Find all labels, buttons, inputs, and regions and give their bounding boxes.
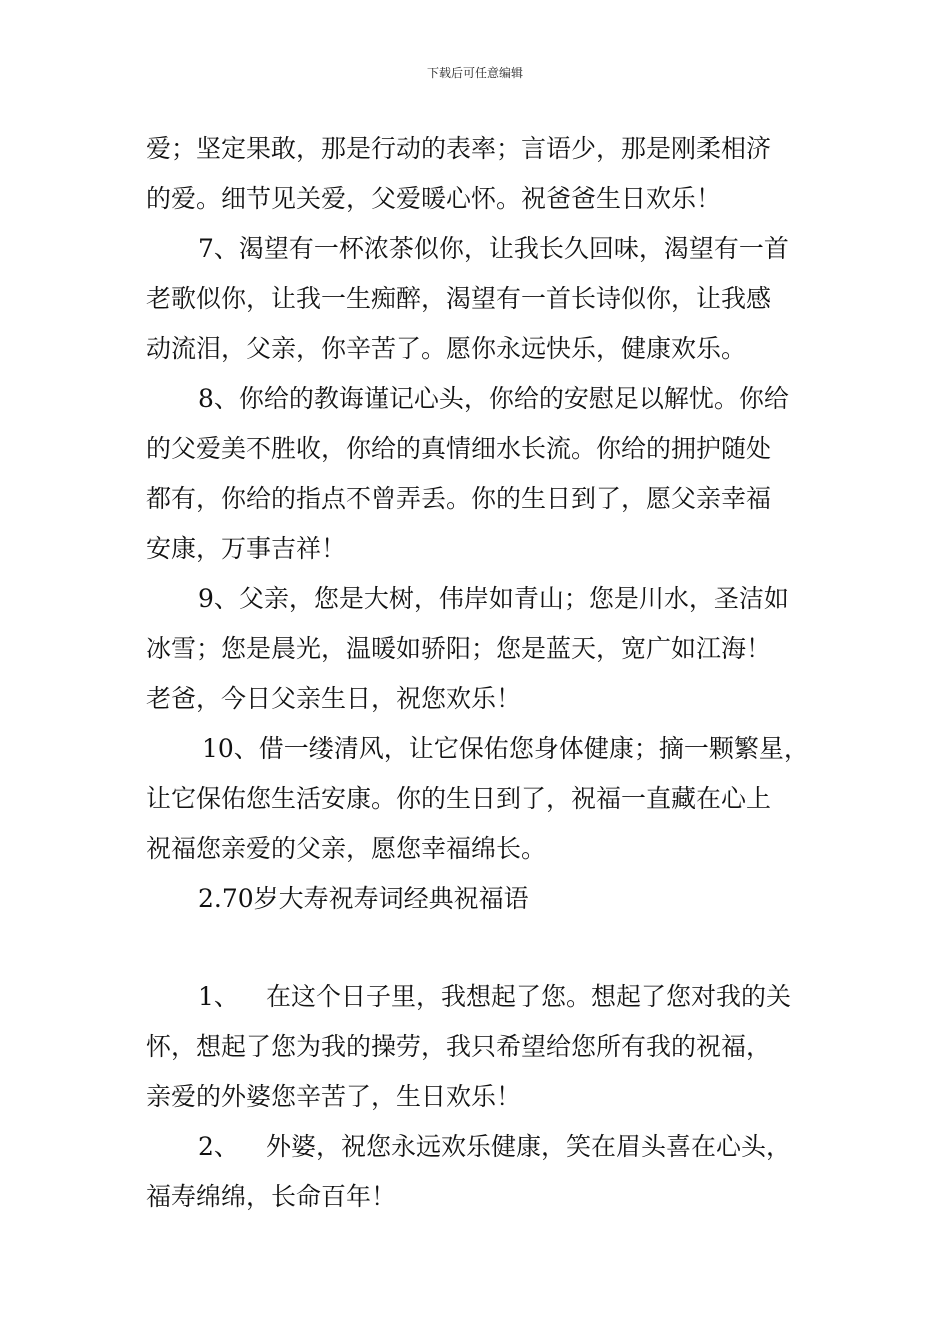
list-text: 在这个日子里，我想起了您。想起了您对我的关 [266, 982, 792, 1011]
paragraph-line: 让它保佑您生活安康。你的生日到了，祝福一直藏在心上 [146, 784, 772, 813]
list-number: 1、 [198, 982, 239, 1011]
document-body [146, 124, 816, 1222]
paragraph-line: 安康，万事吉祥！ [146, 534, 347, 563]
list-item-7-line: 7、渴望有一杯浓茶似你，让我长久回味，渴望有一首 [198, 234, 789, 263]
list-item-10-line: 10、借一缕清风，让它保佑您身体健康；摘一颗繁星， [202, 734, 809, 763]
paragraph-line: 老爸，今日父亲生日，祝您欢乐！ [146, 684, 522, 713]
list-item-2-line [146, 1122, 816, 1172]
paragraph-line: 冰雪；您是晨光，温暖如骄阳；您是蓝天，宽广如江海！ [146, 634, 772, 663]
list-item-8-line: 8、你给的教诲谨记心头，你给的安慰足以解忧。你给 [198, 384, 789, 413]
paragraph-line: 祝福您亲爱的父亲，愿您幸福绵长。 [146, 834, 547, 863]
section-heading: 2.70岁大寿祝寿词经典祝福语 [198, 884, 529, 913]
list-number: 2、 [198, 1132, 239, 1161]
paragraph-line: 福寿绵绵，长命百年！ [146, 1182, 397, 1211]
paragraph-line: 亲爱的外婆您辛苦了，生日欢乐！ [146, 1082, 522, 1111]
section-spacer [146, 924, 816, 972]
list-item-1-line [146, 972, 816, 1022]
paragraph-line: 怀，想起了您为我的操劳，我只希望给您所有我的祝福， [146, 1032, 772, 1061]
paragraph-line: 老歌似你，让我一生痴醉，渴望有一首长诗似你，让我感 [146, 284, 772, 313]
paragraph-line: 都有，你给的指点不曾弄丢。你的生日到了，愿父亲幸福 [146, 484, 772, 513]
list-text: 外婆，祝您永远欢乐健康，笑在眉头喜在心头， [266, 1132, 792, 1161]
paragraph-line: 动流泪，父亲，你辛苦了。愿你永远快乐，健康欢乐。 [146, 334, 747, 363]
list-item-9-line: 9、父亲，您是大树，伟岸如青山；您是川水，圣洁如 [198, 584, 789, 613]
page-header: 下载后可任意编辑 [426, 66, 523, 80]
paragraph-line: 爱；坚定果敢，那是行动的表率；言语少，那是刚柔相济 [146, 134, 772, 163]
paragraph-line: 的父爱美不胜收，你给的真情细水长流。你给的拥护随处 [146, 434, 772, 463]
paragraph-line: 的爱。细节见关爱，父爱暖心怀。祝爸爸生日欢乐！ [146, 184, 722, 213]
